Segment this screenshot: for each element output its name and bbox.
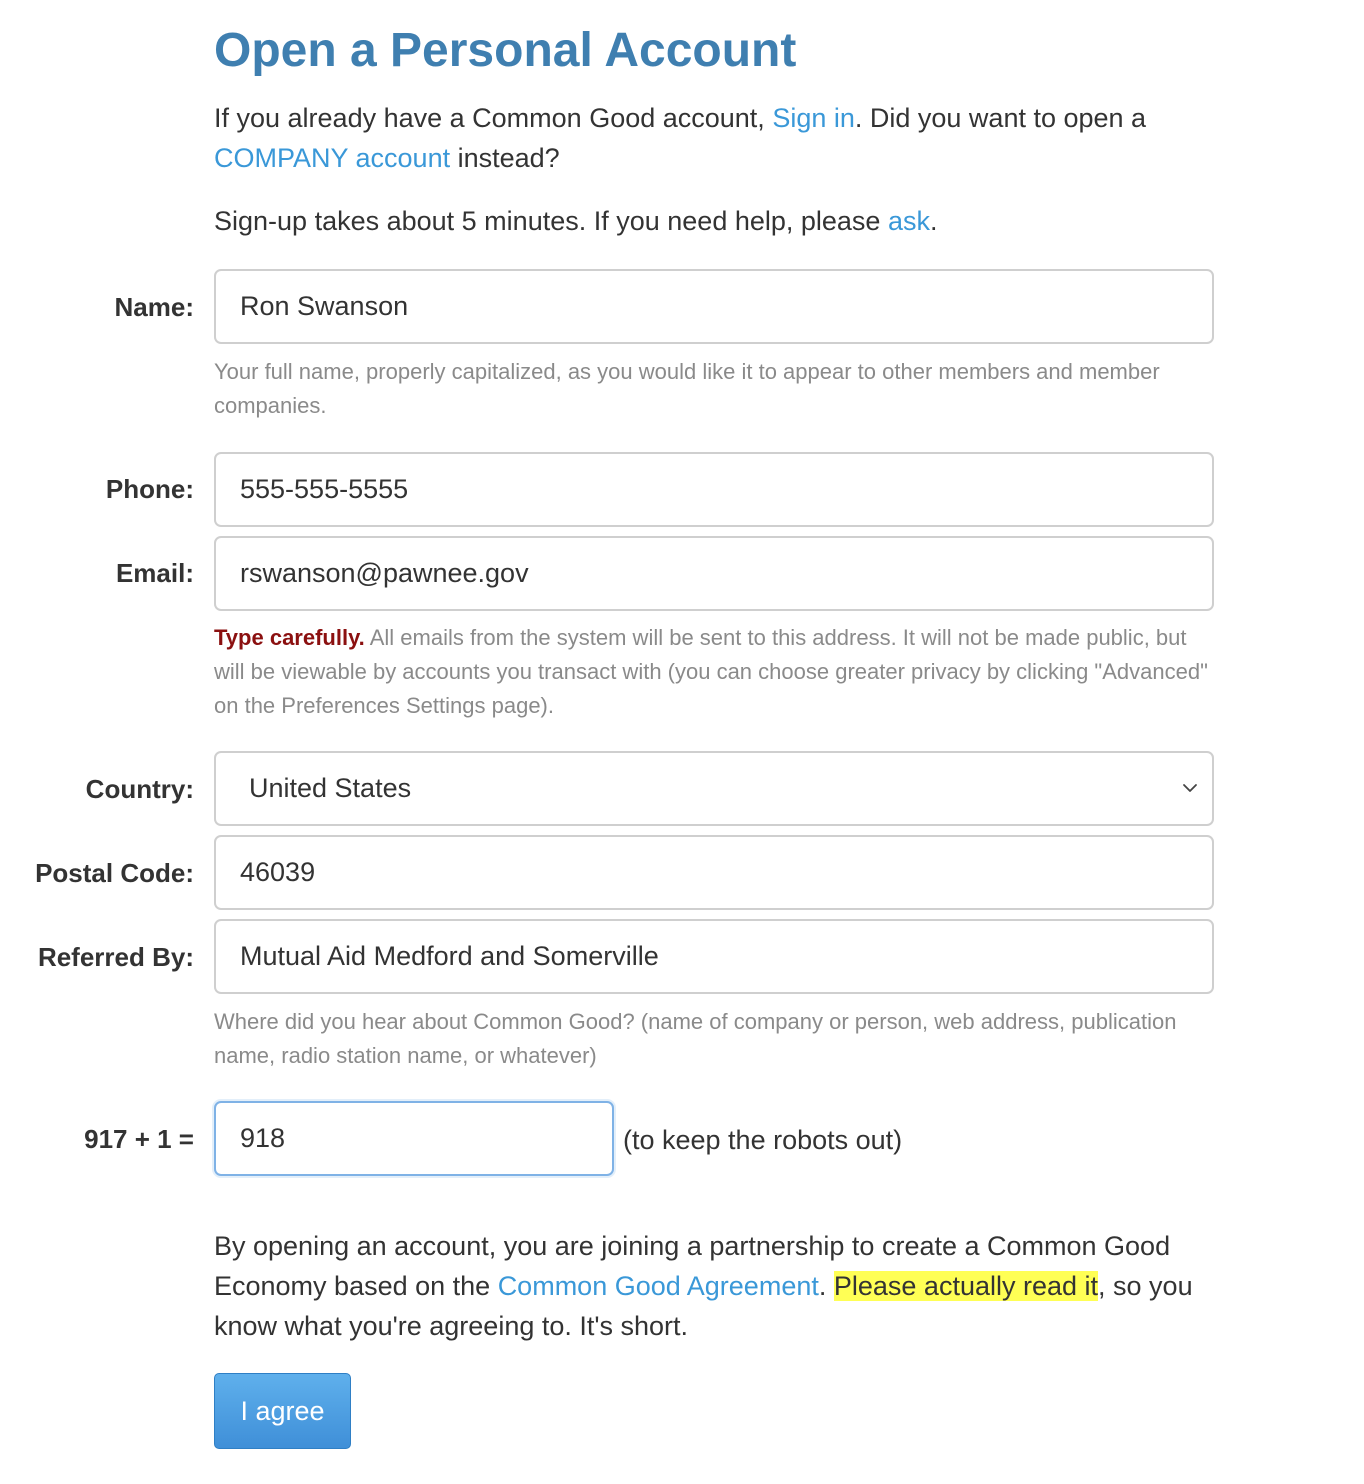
postal-code-input[interactable] [214,835,1214,910]
email-label: Email: [115,558,194,588]
intro-text-2: . Did you want to open a [854,103,1147,133]
ask-link[interactable]: ask [887,206,930,236]
email-help [214,621,1214,723]
agreement-text-end: , so you know what you're agreeing to. It's short. [214,1271,1193,1341]
captcha-input[interactable] [214,1101,614,1176]
i-agree-button[interactable]: I agree [214,1373,351,1449]
email-warning: Type carefully. [214,625,365,650]
captcha-label: 917 + 1 = [84,1124,194,1154]
signup-text-end: . [929,206,938,236]
referred-by-help: Where did you hear about Common Good? (name of company or person, web address, publication name, radio station name, or whatever) [214,1009,1177,1068]
name-input[interactable] [214,269,1214,344]
intro-text-3: instead? [450,143,560,173]
country-label: Country: [85,774,194,804]
phone-label: Phone: [105,474,194,504]
agreement-highlight: Please actually read it [833,1271,1099,1301]
phone-input[interactable] [214,452,1214,527]
email-input[interactable] [214,536,1214,611]
captcha-note: (to keep the robots out) [623,1125,903,1155]
chevron-down-icon [1182,780,1198,796]
country-selected-value: United States [249,773,412,803]
country-select[interactable] [214,751,1214,826]
agreement-text-2: . [818,1271,834,1301]
intro-text: If you already have a Common Good account, [214,103,773,133]
referred-by-label: Referred By: [37,942,194,972]
name-label: Name: [114,292,194,322]
agreement-text: By opening an account, you are joining a partnership to create a Common Good Economy based on the [214,1231,1171,1301]
signup-text: Sign-up takes about 5 minutes. If you need help, please [214,206,888,236]
postal-code-label: Postal Code: [35,858,194,888]
sign-in-link[interactable]: Sign in [772,103,855,133]
email-help-text: All emails from the system will be sent to this address. It will not be made public, but will be viewable by accounts you transact with (you can choose greater privacy by clicking "Advanced" on the Preferences Settings page). [214,625,1208,718]
referred-by-input[interactable] [214,919,1214,994]
name-help: Your full name, properly capitalized, as you would like it to appear to other members and member companies. [214,359,1160,418]
intro-paragraph [214,98,1214,178]
common-good-agreement-link[interactable]: Common Good Agreement [497,1271,819,1301]
company-account-link[interactable]: COMPANY account [214,143,451,173]
page-title: Open a Personal Account [214,24,797,77]
agreement-paragraph [214,1226,1214,1346]
signup-help-paragraph [214,201,1214,241]
